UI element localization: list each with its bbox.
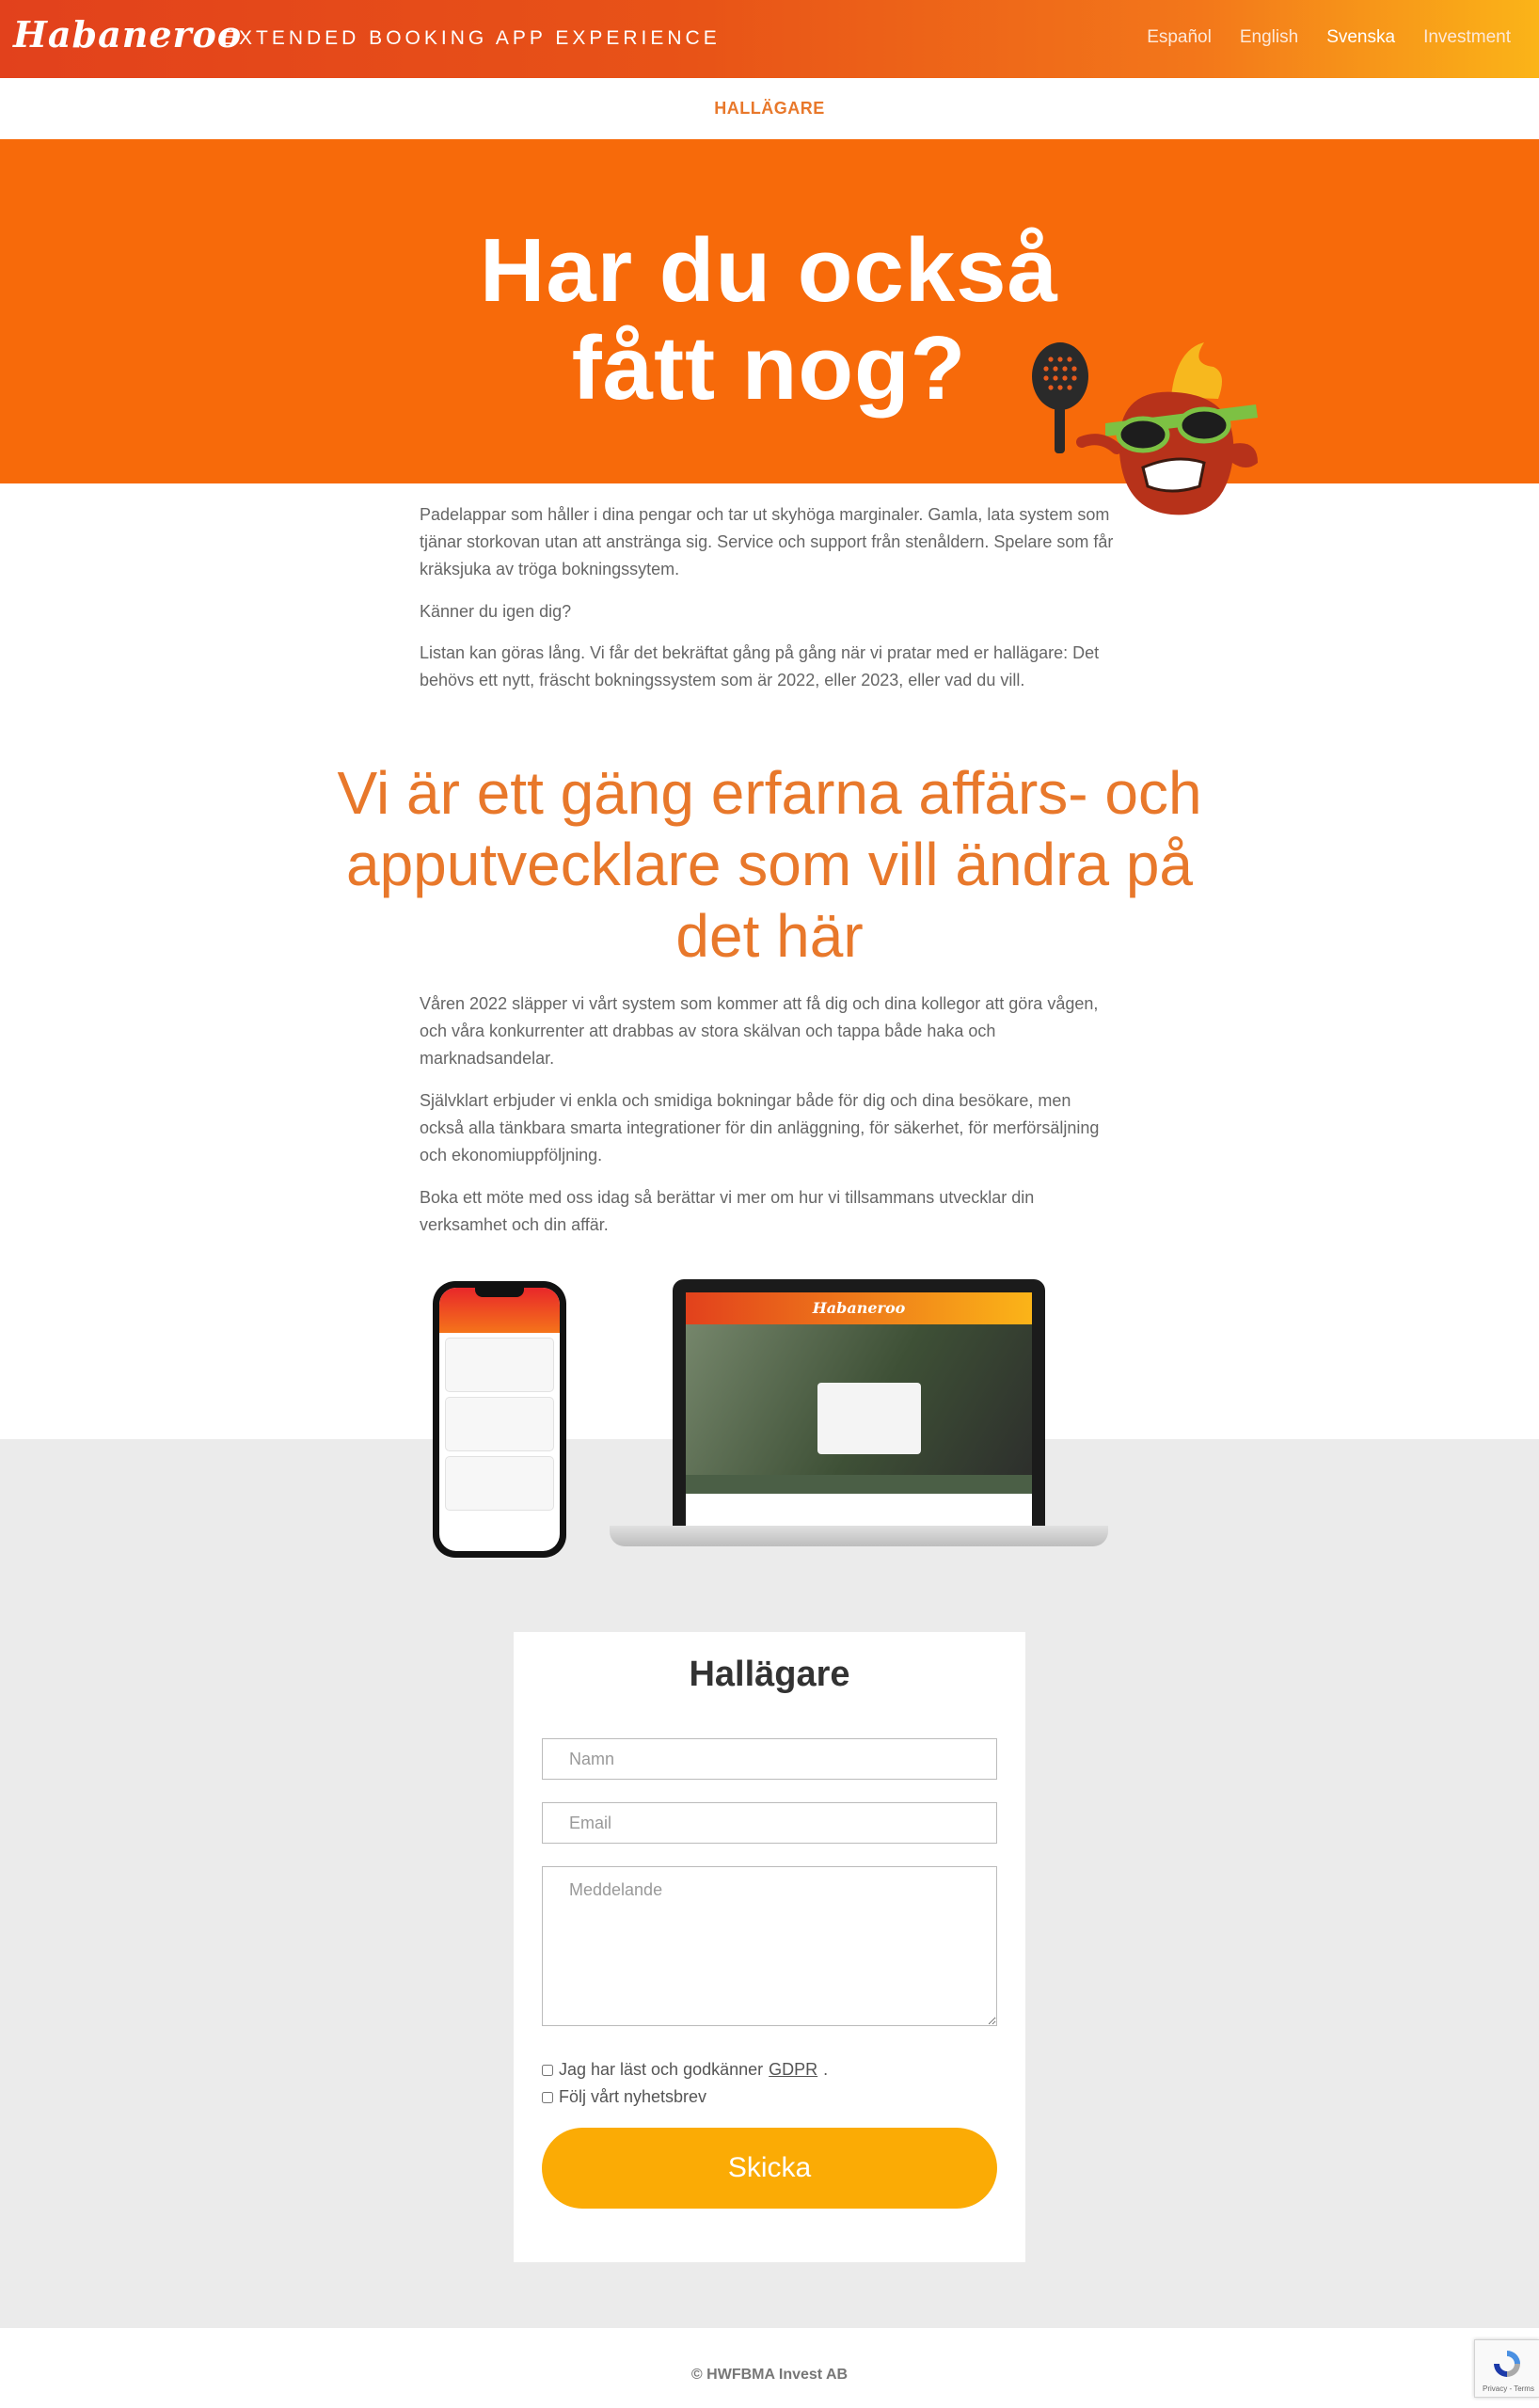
lang-english[interactable]: English [1239,27,1299,47]
intro-paragraph-2: Känner du igen dig? [420,602,572,621]
gdpr-suffix: . [823,2060,829,2079]
laptop-app-footer [686,1494,1032,1526]
site-logo[interactable]: Habaneroo [13,13,243,55]
email-input[interactable] [542,1802,997,1844]
copyright-text: © HWFBMA Invest AB [690,2367,849,2383]
nav-link-hallagare[interactable]: HALLÄGARE [714,99,825,118]
laptop-screen [686,1292,1032,1526]
top-header [0,0,1539,78]
phone-venue-card [445,1456,554,1511]
phone-screen [439,1288,560,1551]
intro-paragraph-1: Padelappar som håller i dina pengar och tar ut skyhöga marginaler. Gamla, lata system som tjänar storkovan utan att anstränga sig. Service och support från stenåldern. Spelare som får kräksjuka av tröga bokningssytem. [420,505,1114,578]
laptop-app-logo: Habaneroo [686,1292,1032,1324]
section-paragraph-3: Boka ett möte med oss idag så berättar vi mer om hur vi tillsammans utvecklar din verksamhet och din affär. [420,1188,1035,1234]
section-paragraph-2: Självklart erbjuder vi enkla och smidiga bokningar både för dig och dina besökare, men också alla tänkbara smarta integrationer för din anläggning, för säkerhet, för merförsäljning och ekonomiuppföljning. [420,1091,1100,1164]
padel-mascot-icon [1011,331,1293,529]
gdpr-link[interactable]: GDPR [769,2060,818,2079]
section-heading: Vi är ett gäng erfarna affärs- och apputvecklare som vill ändra på det här [337,759,1202,970]
phone-venue-card [445,1338,554,1392]
name-input[interactable] [542,1738,997,1780]
site-tagline: EXTENDED BOOKING APP EXPERIENCE [222,27,721,49]
hero-title-line2: fått nog? [571,318,967,419]
section-paragraph-1: Våren 2022 släpper vi vårt system som kommer att få dig och dina kollegor att göra vågen, och våra konkurrenter att drabbas av stora skälvan och tappa både haka och marknadsandelar. [420,994,1099,1068]
gdpr-label: Jag har läst och godkänner [559,2060,764,2079]
recaptcha-icon [1491,2348,1523,2380]
sub-navigation [0,78,1539,139]
message-textarea[interactable] [542,1866,997,2026]
site-footer [0,2328,1539,2408]
lang-investment[interactable]: Investment [1423,27,1511,47]
newsletter-checkbox[interactable] [542,2092,553,2103]
phone-venue-card [445,1397,554,1451]
laptop-mockup [673,1279,1045,1526]
intro-paragraph-3: Listan kan göras lång. Vi får det bekräftat gång på gång när vi pratar med er hallägare: Det behövs ett nytt, fräscht bokningssystem som är 2022, eller 2023, eller vad du vill. [420,643,1100,689]
contact-form [514,1632,1025,2262]
hero-title-line1: Har du också [480,220,1058,321]
submit-button[interactable]: Skicka [542,2128,997,2209]
form-title: Hallägare [689,1655,850,1694]
language-menu [1147,27,1511,48]
hero-banner [0,139,1539,483]
phone-notch [475,1288,524,1297]
recaptcha-badge[interactable] [1474,2339,1539,2398]
lang-espanol[interactable]: Español [1147,27,1212,47]
laptop-base [610,1526,1108,1546]
lang-svenska[interactable]: Svenska [1326,27,1396,47]
laptop-login-dialog [817,1383,921,1454]
phone-mockup [433,1281,566,1558]
newsletter-label: Följ vårt nyhetsbrev [559,2087,707,2106]
newsletter-consent[interactable] [542,2087,706,2107]
gdpr-checkbox[interactable] [542,2065,553,2076]
gdpr-consent[interactable] [542,2060,828,2080]
recaptcha-text: Privacy - Terms [1483,2384,1534,2393]
